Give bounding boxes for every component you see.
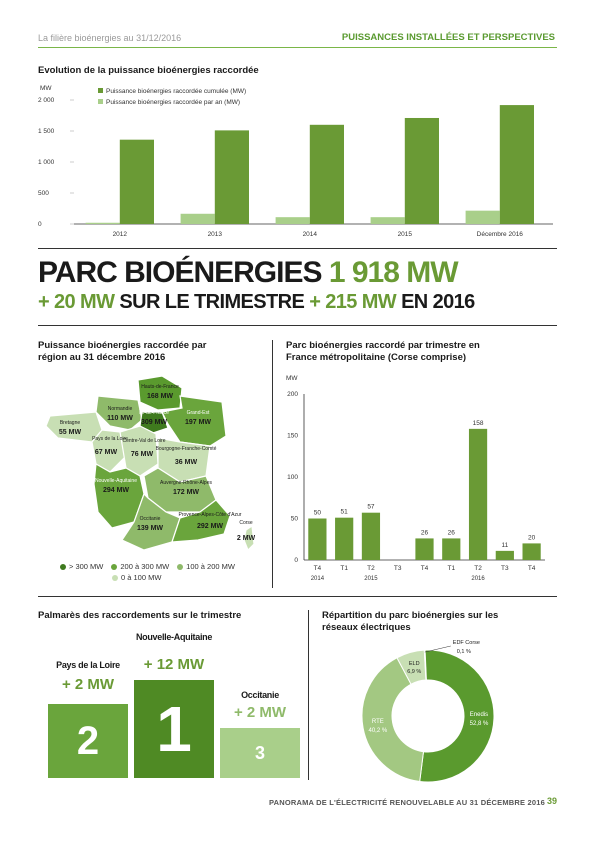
map-label-pdl-value: 67 MW xyxy=(94,449,118,456)
podium-2-value: + 2 MW xyxy=(61,676,115,693)
map-label-cvl-value: 76 MW xyxy=(130,451,154,458)
legend-item-2: 200 à 300 MW xyxy=(111,562,169,571)
bar-cumulative-2012 xyxy=(120,140,154,224)
bar-cumulative-2015 xyxy=(405,118,439,224)
chart2-xtick: T3 xyxy=(393,565,402,572)
chart1-title: Evolution de la puissance bioénergies raccordée xyxy=(38,65,259,76)
chart2-xtick: T2 xyxy=(367,565,375,572)
podium-3-value: + 2 MW xyxy=(233,704,287,721)
map-label-na-name: Nouvelle-Aquitaine xyxy=(95,478,137,484)
donut-label-name: RTE xyxy=(371,719,384,726)
map-label-occ-value: 139 MW xyxy=(136,525,164,532)
map-label-pdl-name: Pays de la Loire xyxy=(92,436,128,442)
chart1-ytick: 1 500 xyxy=(38,128,55,135)
map-label-idf-value: 309 MW xyxy=(140,419,168,426)
chart1-ytick: 0 xyxy=(38,221,42,228)
chart1-ytick: 2 000 xyxy=(38,97,55,104)
map-label-ara-name: Auvergne-Rhône-Alpes xyxy=(160,480,212,486)
bar-cumulative-2014 xyxy=(310,125,344,224)
podium-1-name: Nouvelle-Aquitaine xyxy=(135,632,213,642)
map-label-idf-name: Île-de-France xyxy=(139,410,169,416)
donut-label-pct: 40,2 % xyxy=(368,728,388,735)
map-label-bre-name: Bretagne xyxy=(59,420,81,426)
chart1-legend-label: Puissance bioénergies raccordée par an (MW) xyxy=(106,99,241,106)
map-label-paca-value: 292 MW xyxy=(196,523,224,530)
running-header: La filière bioénergies au 31/12/2016 xyxy=(38,33,182,43)
chart1-xtick: Décembre 2016 xyxy=(476,231,523,238)
quarter-bar-4 xyxy=(415,538,433,560)
map-label-nor-value: 110 MW xyxy=(107,415,133,422)
chart1-ytick: 1 000 xyxy=(38,159,55,166)
bar-annual-2015 xyxy=(371,217,405,224)
quarter-value-label: 20 xyxy=(527,534,536,542)
map-label-bfc-value: 36 MW xyxy=(174,459,198,466)
pie-title-l1: Répartition du parc bioénergies sur les xyxy=(322,610,499,621)
donut-label-name: ELD xyxy=(408,660,420,667)
legend-dot-icon xyxy=(177,564,183,570)
quarter-bar-6 xyxy=(469,429,487,560)
map-label-ge-name: Grand-Est xyxy=(186,410,210,416)
quarterly-bar-chart xyxy=(280,372,557,584)
pie-title xyxy=(322,610,498,634)
map-label-paca-name: Provence-Alpes-Côte d'Azur xyxy=(178,512,242,518)
map-label-ara-value: 172 MW xyxy=(172,489,200,496)
quarter-label: SUR LE TRIMESTRE xyxy=(119,291,305,313)
map-label-nor-name: Normandie xyxy=(107,406,133,412)
map-legend xyxy=(60,562,270,582)
legend-item-1: > 300 MW xyxy=(60,562,103,571)
headline-label: PARC BIOÉNERGIES xyxy=(38,256,322,289)
quarter-value-label: 26 xyxy=(420,529,429,537)
region-normandie xyxy=(96,396,142,430)
donut-label-name: EDF Corse xyxy=(452,640,480,646)
map-label-ge-value: 197 MW xyxy=(184,419,212,426)
vertical-divider-2 xyxy=(308,610,309,780)
bar-cumulative-Décembre 2016 xyxy=(500,105,534,224)
chart2-xtick: T4 xyxy=(420,565,429,572)
network-donut-chart xyxy=(350,636,550,786)
quarter-chart-title-l1: Parc bioénergies raccordé par trimestre en xyxy=(286,340,480,351)
legend-dot-icon xyxy=(111,564,117,570)
year-label: EN 2016 xyxy=(401,291,475,313)
donut-label-name: Enedis xyxy=(469,711,489,718)
chart2-year-label: 2016 xyxy=(471,576,485,582)
quarter-increase: + 20 MW xyxy=(38,291,115,313)
headline-total: 1 918 MW xyxy=(328,256,458,289)
quarter-bar-2 xyxy=(362,513,380,560)
legend-item-4: 0 à 100 MW xyxy=(112,573,161,582)
quarter-bar-5 xyxy=(442,538,460,560)
chart2-ytick: 100 xyxy=(287,474,298,481)
chart1-xtick: 2015 xyxy=(397,231,413,238)
quarter-chart-title xyxy=(286,340,480,364)
pie-title-l2: réseaux électriques xyxy=(322,622,411,633)
podium-3-block: 3 xyxy=(220,728,300,778)
chart2-xtick: T2 xyxy=(474,565,482,572)
chart2-ytick: 50 xyxy=(290,515,298,523)
quarter-bar-7 xyxy=(496,551,514,560)
podium-1-block: 1 xyxy=(134,680,214,778)
bar-annual-2012 xyxy=(86,223,120,224)
france-region-map xyxy=(40,372,265,557)
chart2-ytick: 150 xyxy=(287,432,298,440)
section-header: PUISSANCES INSTALLÉES ET PERSPECTIVES xyxy=(341,32,555,43)
chart1-ytick: 500 xyxy=(38,190,49,197)
map-title-line2: région au 31 décembre 2016 xyxy=(38,352,166,363)
chart2-ytick: 0 xyxy=(294,557,298,564)
legend-item-3: 100 à 200 MW xyxy=(177,562,235,571)
podium-2-name: Pays de la Loire xyxy=(56,660,120,670)
bar-annual-Décembre 2016 xyxy=(466,211,500,224)
quarter-chart-title-l2: France métropolitaine (Corse comprise) xyxy=(286,352,467,363)
chart2-xtick: T4 xyxy=(313,565,322,572)
divider-1 xyxy=(38,248,557,249)
chart1-legend-swatch xyxy=(98,88,103,93)
quarter-value-label: 51 xyxy=(340,508,348,516)
quarter-value-label: 57 xyxy=(367,503,375,511)
divider-3 xyxy=(38,596,557,597)
chart1-xtick: 2014 xyxy=(302,231,318,238)
map-title xyxy=(38,340,206,364)
map-label-occ-name: Occitanie xyxy=(139,516,161,522)
divider-2 xyxy=(38,325,557,326)
chart2-xtick: T3 xyxy=(501,565,509,572)
map-label-bre-value: 55 MW xyxy=(58,429,82,436)
chart1-legend-label: Puissance bioénergies raccordée cumulée (MW) xyxy=(106,88,247,95)
chart1-legend-swatch xyxy=(98,99,103,104)
legend-dot-icon xyxy=(60,564,66,570)
map-label-bfc-name: Bourgogne-Franche-Comté xyxy=(155,446,217,452)
year-increase: + 215 MW xyxy=(309,291,397,313)
chart1-unit: MW xyxy=(40,85,52,92)
annual-bar-chart xyxy=(38,82,557,242)
donut-label-pct: 52,8 % xyxy=(469,720,489,727)
quarter-bar-0 xyxy=(308,519,326,561)
header-rule xyxy=(38,47,557,48)
map-label-corse-value: 2 MW xyxy=(236,535,256,542)
map-label-hdf-value: 168 MW xyxy=(146,393,174,400)
footer-text: PANORAMA DE L'ÉLECTRICITÉ RENOUVELABLE AU 31 DÉCEMBRE 2016 xyxy=(268,798,545,807)
map-label-hdf-name: Hauts-de-France xyxy=(141,384,179,390)
donut-label-pct: 6,9 % xyxy=(407,668,422,675)
chart2-xtick: T4 xyxy=(527,565,536,572)
map-label-na-value: 294 MW xyxy=(102,487,130,494)
podium-2-block: 2 xyxy=(48,704,128,778)
map-title-line1: Puissance bioénergies raccordée par xyxy=(38,340,207,351)
chart1-xtick: 2013 xyxy=(207,231,223,238)
quarter-bar-1 xyxy=(335,518,353,560)
quarter-value-label: 11 xyxy=(501,541,509,549)
bar-cumulative-2013 xyxy=(215,130,249,224)
quarter-value-label: 26 xyxy=(447,529,455,537)
chart2-year-label: 2014 xyxy=(310,576,325,582)
podium-1-value: + 12 MW xyxy=(143,656,205,673)
donut-label-pct: 0,1 % xyxy=(456,649,471,655)
map-label-cvl-name: Centre-Val de Loire xyxy=(122,438,166,444)
quarter-bar-8 xyxy=(523,543,541,560)
bar-annual-2013 xyxy=(181,214,215,224)
map-label-corse-name: Corse xyxy=(239,520,253,526)
chart2-unit: MW xyxy=(286,375,298,382)
chart2-ytick: 200 xyxy=(287,391,298,398)
headline-main xyxy=(38,256,458,290)
quarter-value-label: 50 xyxy=(313,509,322,517)
quarter-value-label: 158 xyxy=(472,419,484,427)
vertical-divider-1 xyxy=(272,340,273,588)
chart2-xtick: T1 xyxy=(447,565,456,572)
podium-3-name: Occitanie xyxy=(241,690,279,700)
chart2-xtick: T1 xyxy=(340,565,348,572)
page-number: 39 xyxy=(546,796,557,806)
legend-dot-icon xyxy=(112,575,118,581)
headline-sub xyxy=(38,291,475,314)
chart2-year-label: 2015 xyxy=(364,576,378,582)
chart1-xtick: 2012 xyxy=(112,231,128,238)
palmares-title: Palmarès des raccordements sur le trimestre xyxy=(38,610,242,621)
bar-annual-2014 xyxy=(276,217,310,224)
